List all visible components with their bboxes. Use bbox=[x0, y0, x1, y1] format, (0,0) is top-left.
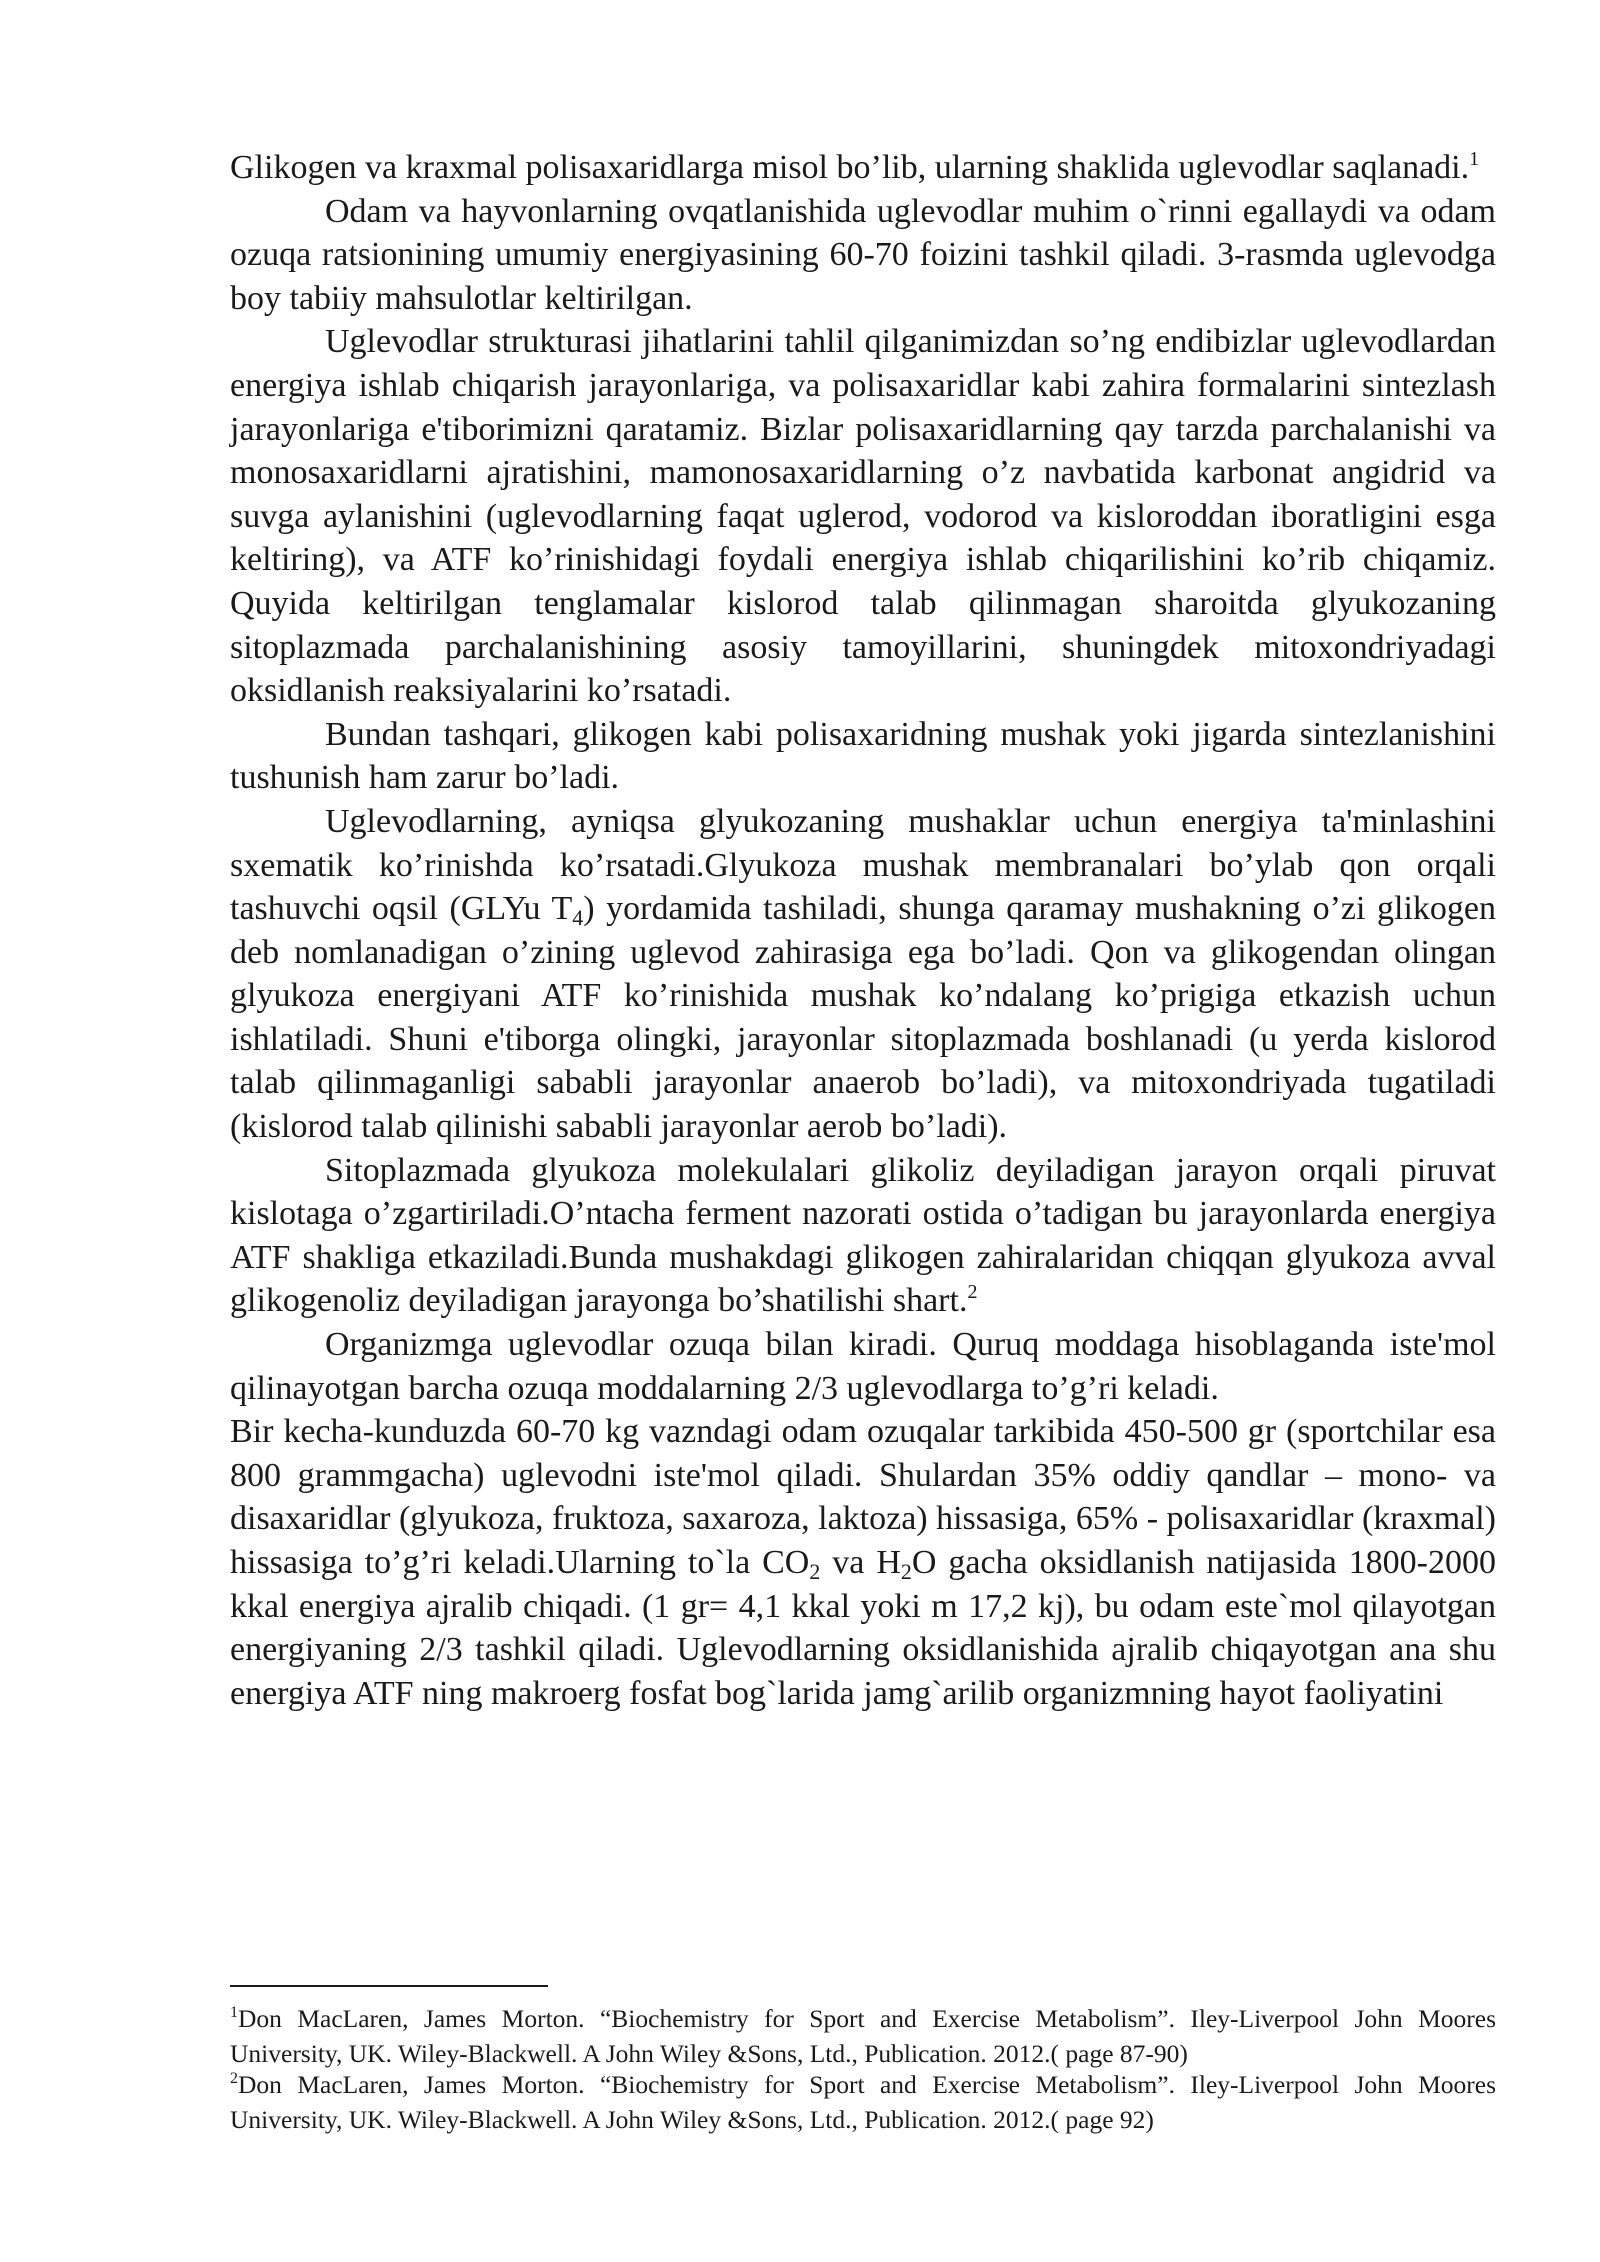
paragraph-2 bbox=[230, 190, 1496, 321]
paragraph-text: Sitoplazmada glyukoza molekulalari glikoliz deyiladigan jarayon orqali piruvat kislotaga o’zgartiriladi.O’ntacha ferment nazorati ostida o’tadigan bu jarayonlarda energiya ATF shakliga etkaziladi.Bunda mushakdagi glikogen zahiralaridan chiqqan glyukoza avval glikogenoliz deyiladigan jarayonga bo’shatilishi shart. bbox=[230, 1151, 1496, 1320]
paragraph-text: Uglevodlar strukturasi jihatlarini tahlil qilganimizdan so’ng endibizlar uglevodlardan energiya ishlab chiqarish jarayonlariga, va polisaxaridlar kabi zahira formalarini sintezlash jarayonlariga e'tiborimizni qaratamiz. Bizlar polisaxaridlarning qay tarzda parchalanishi va monosaxaridlarni ajratishini, mamonosaxaridlarning o’z navbatida karbonat angidrid va suvga aylanishini (uglevodlarning faqat uglerod, vodorod va kisloroddan iboratligini esga keltiring), va ATF ko’rinishidagi foydali energiya ishlab chiqarilishini ko’rib chiqamiz. Quyida keltirilgan tenglamalar kislorod talab qilinmagan sharoitda glyukozaning sitoplazmada parchalanishining asosiy tamoyillarini, shuningdek mitoxondriyadagi oksidlanish reaksiyalarini ko’rsatadi. bbox=[230, 323, 1496, 710]
paragraph-5 bbox=[230, 800, 1496, 1149]
paragraph-text: Bundan tashqari, glikogen kabi polisaxaridning mushak yoki jigarda sintezlanishini tushunish ham zarur bo’ladi. bbox=[230, 715, 1496, 797]
footnote-text: Don MacLaren, James Morton. “Biochemistry for Sport and Exercise Metabolism”. Iley-Liverpool John Moores University, UK. Wiley-Blackwell. A John Wiley &Sons, Ltd., Publication. 2012.( page 92) bbox=[230, 2070, 1496, 2134]
footnote-reference[interactable]: 1 bbox=[1469, 148, 1480, 170]
paragraph-text: Odam va hayvonlarning ovqatlanishida uglevodlar muhim o`rinni egallaydi va odam ozuqa ratsionining umumiy energiyasining 60-70 foizini tashkil qiladi. 3-rasmda uglevodga boy tabiiy mahsulotlar keltirilgan. bbox=[230, 192, 1496, 317]
paragraph-4 bbox=[230, 713, 1496, 800]
paragraph-text: ) yordamida tashiladi, shunga qaramay mushakning o’zi glikogen deb nomlanadigan o’zining uglevod zahirasiga ega bo’ladi. Qon va glikogendan olingan glyukoza energiyani ATF ko’rinishida mushak ko’ndalang ko’prigiga etkazish uchun ishlatiladi. Shuni e'tiborga olingki, jarayonlar sitoplazmada boshlanadi (u yerda kislorod talab qilinmaganligi sababli jarayonlar anaerob bo’ladi), va mitoxondriyada tugatiladi (kislorod talab qilinishi sababli jarayonlar aerob bo’ladi). bbox=[230, 890, 1496, 1146]
footnote-text: Don MacLaren, James Morton. “Biochemistry for Sport and Exercise Metabolism”. Iley-Liverpool John Moores University, UK. Wiley-Blackwell. A John Wiley &Sons, Ltd., Publication. 2012.( page 87-90) bbox=[230, 2004, 1496, 2068]
footnote-1 bbox=[230, 2003, 1496, 2069]
paragraph-text: Organizmga uglevodlar ozuqa bilan kiradi. Quruq moddaga hisoblaganda iste'mol qilinayotgan barcha ozuqa moddalarning 2/3 uglevodlarga to’g’ri keladi. bbox=[230, 1326, 1496, 1407]
paragraph-text: va H bbox=[820, 1544, 901, 1581]
footnote-separator bbox=[230, 1985, 548, 1987]
footnote-reference[interactable]: 2 bbox=[967, 1281, 978, 1304]
paragraph-text: O gacha oksidlanish natijasida 1800-2000 kkal energiya ajralib chiqadi. (1 gr= 4,1 kkal yoki m 17,2 kj), bu odam este`mol qilayotgan energiyaning 2/3 tashkil qiladi. Uglevodlarning oksidlanishida ajralib chiqayotgan ana shu energiya ATF ning makroerg fosfat bog`larida jamg`arilib organizmning hayot faoliyatini bbox=[230, 1544, 1496, 1712]
footnote-2 bbox=[230, 2069, 1496, 2135]
footnotes bbox=[230, 1985, 1496, 2135]
subscript: 4 bbox=[572, 905, 584, 931]
subscript: 2 bbox=[809, 1559, 821, 1584]
paragraph-3 bbox=[230, 320, 1496, 712]
subscript: 2 bbox=[900, 1559, 912, 1584]
footnote-mark: 1 bbox=[230, 2004, 238, 2021]
document-body bbox=[230, 146, 1496, 1715]
paragraph-1 bbox=[230, 146, 1496, 190]
paragraph-text: Uglevodlarning, ayniqsa glyukozaning mushaklar uchun energiya ta'minlashini sxematik ko’rinishda ko’rsatadi.Glyukoza mushak membranalari bo’ylab qon orqali tashuvchi oqsil (GLYu T bbox=[230, 802, 1496, 928]
paragraph-8 bbox=[230, 1410, 1496, 1715]
paragraph-7 bbox=[230, 1323, 1496, 1410]
paragraph-6 bbox=[230, 1149, 1496, 1323]
paragraph-text: Bir kecha-kunduzda 60-70 kg vazndagi odam ozuqalar tarkibida 450-500 gr (sportchilar esa 800 grammgacha) uglevodni iste'mol qiladi. Shulardan 35% oddiy qandlar – mono- va disaxaridlar (glyukoza, fruktoza, saxaroza, laktoza) hissasiga, 65% - polisaxaridlar (kraxmal) hissasiga to’g’ri keladi.Ularning to`la CO bbox=[230, 1413, 1497, 1581]
footnote-mark: 2 bbox=[230, 2070, 238, 2087]
paragraph-text: Glikogen va kraxmal polisaxaridlarga misol bo’lib, ularning shaklida uglevodlar saqlanadi. bbox=[230, 149, 1470, 186]
